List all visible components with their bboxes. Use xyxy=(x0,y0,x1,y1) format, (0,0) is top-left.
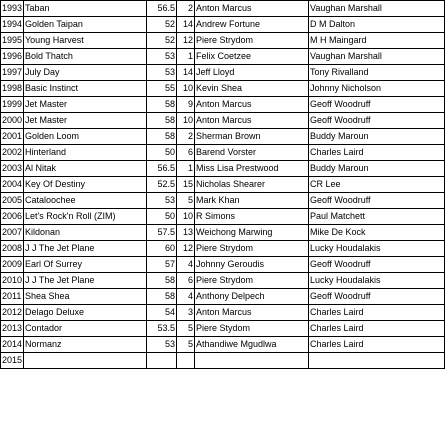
jockey-cell[interactable]: Anton Marcus xyxy=(195,1,309,17)
table-row xyxy=(1,257,445,273)
draw-cell[interactable]: 15 xyxy=(177,177,195,193)
table-row xyxy=(1,17,445,33)
year-cell[interactable]: 1997 xyxy=(1,65,24,81)
weight-cell[interactable]: 50 xyxy=(147,209,177,225)
horse-cell[interactable] xyxy=(24,353,147,369)
jockey-cell[interactable]: Miss Lisa Prestwood xyxy=(195,161,309,177)
jockey-cell[interactable]: Sherman Brown xyxy=(195,129,309,145)
horse-cell[interactable]: Golden Loom xyxy=(24,129,147,145)
weight-cell[interactable]: 52.5 xyxy=(147,177,177,193)
jockey-cell[interactable]: Barend Vorster xyxy=(195,145,309,161)
draw-cell[interactable]: 4 xyxy=(177,257,195,273)
jockey-cell[interactable]: Felix Coetzee xyxy=(195,49,309,65)
year-cell[interactable]: 2003 xyxy=(1,161,24,177)
jockey-cell[interactable]: Anton Marcus xyxy=(195,97,309,113)
year-cell[interactable]: 1996 xyxy=(1,49,24,65)
table-row xyxy=(1,161,445,177)
horse-cell[interactable]: Cataloochee xyxy=(24,193,147,209)
horse-cell[interactable]: Young Harvest xyxy=(24,33,147,49)
trainer-cell[interactable]: Charles Laird xyxy=(309,337,445,353)
year-cell[interactable]: 1998 xyxy=(1,81,24,97)
table-row xyxy=(1,113,445,129)
draw-cell[interactable]: 14 xyxy=(177,17,195,33)
trainer-cell[interactable]: Geoff Woodruff xyxy=(309,257,445,273)
trainer-cell[interactable]: Vaughan Marshall xyxy=(309,1,445,17)
weight-cell[interactable]: 53 xyxy=(147,193,177,209)
table-row xyxy=(1,33,445,49)
weight-cell[interactable]: 53 xyxy=(147,49,177,65)
horse-cell[interactable]: Delago Deluxe xyxy=(24,305,147,321)
horse-cell[interactable]: Golden Taipan xyxy=(24,17,147,33)
draw-cell[interactable]: 14 xyxy=(177,65,195,81)
year-cell[interactable]: 1999 xyxy=(1,97,24,113)
year-cell[interactable]: 2005 xyxy=(1,193,24,209)
weight-cell[interactable]: 53.5 xyxy=(147,321,177,337)
weight-cell[interactable]: 58 xyxy=(147,129,177,145)
year-cell[interactable]: 2011 xyxy=(1,289,24,305)
year-cell[interactable]: 2002 xyxy=(1,145,24,161)
year-cell[interactable]: 2010 xyxy=(1,273,24,289)
trainer-cell[interactable]: Buddy Maroun xyxy=(309,161,445,177)
trainer-cell[interactable]: Johnny Nicholson xyxy=(309,81,445,97)
horse-cell[interactable]: Normanz xyxy=(24,337,147,353)
year-cell[interactable]: 2006 xyxy=(1,209,24,225)
draw-cell[interactable]: 1 xyxy=(177,49,195,65)
jockey-cell[interactable] xyxy=(195,353,309,369)
weight-cell[interactable]: 56.5 xyxy=(147,1,177,17)
weight-cell[interactable]: 52 xyxy=(147,17,177,33)
table-row xyxy=(1,273,445,289)
weight-cell[interactable]: 58 xyxy=(147,273,177,289)
draw-cell[interactable]: 12 xyxy=(177,241,195,257)
weight-cell[interactable]: 55 xyxy=(147,81,177,97)
draw-cell[interactable]: 6 xyxy=(177,145,195,161)
trainer-cell[interactable]: Geoff Woodruff xyxy=(309,289,445,305)
trainer-cell[interactable]: Geoff Woodruff xyxy=(309,97,445,113)
draw-cell[interactable]: 5 xyxy=(177,193,195,209)
table-row xyxy=(1,1,445,17)
trainer-cell[interactable]: Tony Rivalland xyxy=(309,65,445,81)
horse-cell[interactable]: Bold Thatch xyxy=(24,49,147,65)
jockey-cell[interactable]: Piere Strydom xyxy=(195,273,309,289)
draw-cell[interactable]: 4 xyxy=(177,289,195,305)
trainer-cell[interactable]: D M Dalton xyxy=(309,17,445,33)
table-row xyxy=(1,193,445,209)
table-row xyxy=(1,321,445,337)
table-row xyxy=(1,241,445,257)
table-row xyxy=(1,209,445,225)
draw-cell[interactable]: 10 xyxy=(177,81,195,97)
table-row xyxy=(1,353,445,369)
table-row xyxy=(1,65,445,81)
table-row xyxy=(1,337,445,353)
year-cell[interactable]: 1994 xyxy=(1,17,24,33)
weight-cell[interactable]: 58 xyxy=(147,113,177,129)
year-cell[interactable]: 2012 xyxy=(1,305,24,321)
weight-cell[interactable]: 58 xyxy=(147,289,177,305)
horse-cell[interactable]: Let's Rock'n Roll (ZIM) xyxy=(24,209,147,225)
draw-cell[interactable]: 13 xyxy=(177,225,195,241)
year-cell[interactable]: 2000 xyxy=(1,113,24,129)
draw-cell[interactable]: 12 xyxy=(177,33,195,49)
year-cell[interactable]: 2013 xyxy=(1,321,24,337)
draw-cell[interactable]: 10 xyxy=(177,209,195,225)
year-cell[interactable]: 2014 xyxy=(1,337,24,353)
trainer-cell[interactable]: Mike De Kock xyxy=(309,225,445,241)
trainer-cell[interactable]: Buddy Maroun xyxy=(309,129,445,145)
jockey-cell[interactable]: Jeff Lloyd xyxy=(195,65,309,81)
draw-cell[interactable]: 1 xyxy=(177,161,195,177)
draw-cell[interactable] xyxy=(177,353,195,369)
draw-cell[interactable]: 2 xyxy=(177,129,195,145)
table-row xyxy=(1,225,445,241)
trainer-cell[interactable]: Charles Laird xyxy=(309,321,445,337)
trainer-cell[interactable]: Geoff Woodruff xyxy=(309,193,445,209)
year-cell[interactable]: 2008 xyxy=(1,241,24,257)
weight-cell[interactable]: 53 xyxy=(147,337,177,353)
weight-cell[interactable]: 56.5 xyxy=(147,161,177,177)
trainer-cell[interactable] xyxy=(309,353,445,369)
jockey-cell[interactable]: Kevin Shea xyxy=(195,81,309,97)
horse-cell[interactable]: Basic Instinct xyxy=(24,81,147,97)
horse-cell[interactable]: Kildonan xyxy=(24,225,147,241)
year-cell[interactable]: 2009 xyxy=(1,257,24,273)
jockey-cell[interactable]: Johnny Geroudis xyxy=(195,257,309,273)
weight-cell[interactable]: 54 xyxy=(147,305,177,321)
jockey-cell[interactable]: Andrew Fortune xyxy=(195,17,309,33)
trainer-cell[interactable]: Lucky Houdalakis xyxy=(309,273,445,289)
year-cell[interactable]: 1995 xyxy=(1,33,24,49)
trainer-cell[interactable]: Vaughan Marshall xyxy=(309,49,445,65)
weight-cell[interactable]: 57.5 xyxy=(147,225,177,241)
jockey-cell[interactable]: Anton Marcus xyxy=(195,113,309,129)
table-body xyxy=(1,1,445,369)
jockey-cell[interactable]: Piere Strydom xyxy=(195,33,309,49)
year-cell[interactable]: 2015 xyxy=(1,353,24,369)
horse-cell[interactable]: July Day xyxy=(24,65,147,81)
horse-cell[interactable]: Key Of Destiny xyxy=(24,177,147,193)
horse-cell[interactable]: Al Nitak xyxy=(24,161,147,177)
trainer-cell[interactable]: Paul Matchett xyxy=(309,209,445,225)
trainer-cell[interactable]: Lucky Houdalakis xyxy=(309,241,445,257)
trainer-cell[interactable]: Geoff Woodruff xyxy=(309,113,445,129)
year-cell[interactable]: 2007 xyxy=(1,225,24,241)
table-row xyxy=(1,81,445,97)
jockey-cell[interactable]: Weichong Marwing xyxy=(195,225,309,241)
trainer-cell[interactable]: CR Lee xyxy=(309,177,445,193)
jockey-cell[interactable]: Athandiwe Mgudlwa xyxy=(195,337,309,353)
weight-cell[interactable]: 57 xyxy=(147,257,177,273)
draw-cell[interactable]: 5 xyxy=(177,321,195,337)
horse-cell[interactable]: Earl Of Surrey xyxy=(24,257,147,273)
jockey-cell[interactable]: R Simons xyxy=(195,209,309,225)
horse-cell[interactable]: Jet Master xyxy=(24,113,147,129)
table-row xyxy=(1,129,445,145)
horse-cell[interactable]: Contador xyxy=(24,321,147,337)
draw-cell[interactable]: 9 xyxy=(177,97,195,113)
year-cell[interactable]: 2001 xyxy=(1,129,24,145)
weight-cell[interactable]: 50 xyxy=(147,145,177,161)
trainer-cell[interactable]: M H Maingard xyxy=(309,33,445,49)
jockey-cell[interactable]: Piere Strydom xyxy=(195,241,309,257)
trainer-cell[interactable]: Charles Laird xyxy=(309,305,445,321)
jockey-cell[interactable]: Nicholas Shearer xyxy=(195,177,309,193)
table-row xyxy=(1,145,445,161)
horse-cell[interactable]: Hinterland xyxy=(24,145,147,161)
horse-cell[interactable]: Shea Shea xyxy=(24,289,147,305)
jockey-cell[interactable]: Anton Marcus xyxy=(195,305,309,321)
draw-cell[interactable]: 6 xyxy=(177,273,195,289)
horse-cell[interactable]: J J The Jet Plane xyxy=(24,273,147,289)
year-cell[interactable]: 2004 xyxy=(1,177,24,193)
table-row xyxy=(1,97,445,113)
horse-cell[interactable]: Taban xyxy=(24,1,147,17)
table-row xyxy=(1,305,445,321)
weight-cell[interactable]: 53 xyxy=(147,65,177,81)
jockey-cell[interactable]: Piere Stydom xyxy=(195,321,309,337)
weight-cell[interactable]: 52 xyxy=(147,33,177,49)
trainer-cell[interactable]: Charles Laird xyxy=(309,145,445,161)
jockey-cell[interactable]: Anthony Delpech xyxy=(195,289,309,305)
jockey-cell[interactable]: Mark Khan xyxy=(195,193,309,209)
year-cell[interactable]: 1993 xyxy=(1,1,24,17)
weight-cell[interactable]: 60 xyxy=(147,241,177,257)
weight-cell[interactable] xyxy=(147,353,177,369)
weight-cell[interactable]: 58 xyxy=(147,97,177,113)
draw-cell[interactable]: 3 xyxy=(177,305,195,321)
table-row xyxy=(1,289,445,305)
draw-cell[interactable]: 5 xyxy=(177,337,195,353)
horse-cell[interactable]: J J The Jet Plane xyxy=(24,241,147,257)
draw-cell[interactable]: 2 xyxy=(177,1,195,17)
horse-cell[interactable]: Jet Master xyxy=(24,97,147,113)
table-row xyxy=(1,49,445,65)
draw-cell[interactable]: 10 xyxy=(177,113,195,129)
table-row xyxy=(1,177,445,193)
